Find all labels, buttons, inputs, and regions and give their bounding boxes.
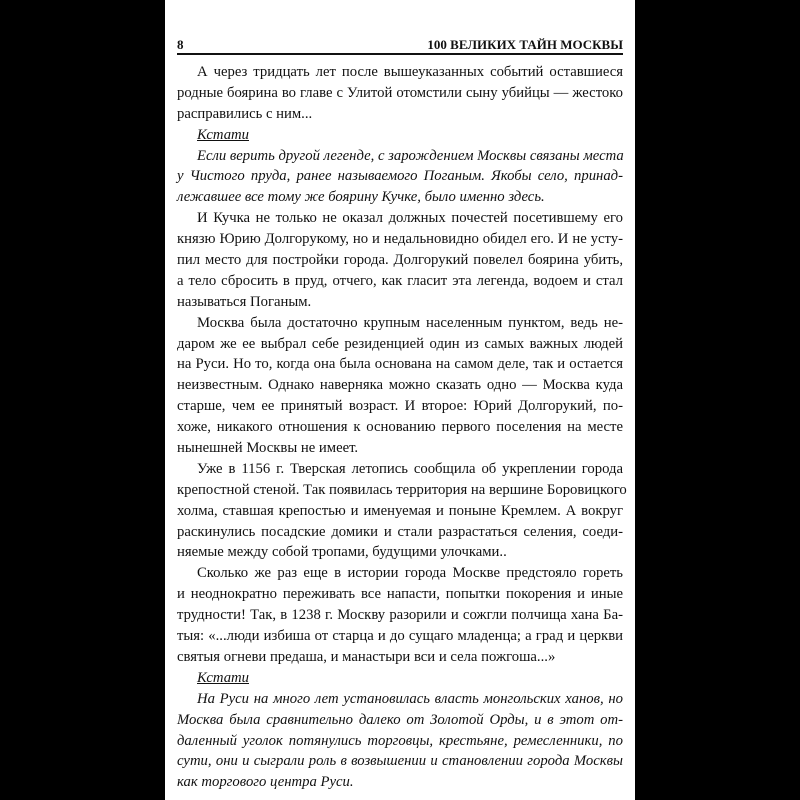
text-line: раскинулись посадские домики и стали разрастаться селения, соеди- [177, 523, 623, 540]
text-line: а тело сбросить в пруд, отчего, как гласит эта легенда, водоем и стал [177, 272, 623, 289]
text-line: лежавшее все тому же боярину Кучке, было именно здесь. [177, 189, 545, 206]
text-line: как торгового центра Руси. [177, 774, 354, 791]
text-line: А через тридцать лет после вышеуказанных событий оставшиеся [197, 64, 623, 80]
text-line: крепостной стеной. Так появилась территория на вершине Боровицкого [177, 481, 627, 498]
page-number: 8 [177, 37, 184, 52]
text-line: На Руси на много лет установилась власть монгольских ханов, но [197, 690, 623, 707]
text-line: трудности! Так, в 1238 г. Москву разорили и сожгли полчища хана Ба- [177, 607, 623, 624]
book-title: 100 ВЕЛИКИХ ТАЙН МОСКВЫ [427, 37, 623, 52]
text-line: тыя: «...люди избиша от старца и до сущаго младенца; а град и церкви [177, 628, 623, 645]
text-line: неизвестным. Однако наверняка можно сказать одно — Москва куда [177, 377, 623, 394]
text-line: Кстати [197, 126, 249, 143]
text-line: сути, они и сыграли роль в возвышении и становлении города Москвы [177, 753, 623, 770]
book-page [165, 0, 635, 800]
text-line: даленный уголок потянулись торговцы, крестьяне, ремесленники, по [177, 732, 623, 749]
text-line: И Кучка не только не оказал должных почестей посетившему его [197, 210, 623, 227]
body-text [177, 62, 627, 793]
text-line: даром же ее выбрал себе резиденцией один из самых важных людей [177, 335, 623, 352]
text-line: Сколько же раз еще в истории города Москве предстояло гореть [197, 565, 623, 582]
text-line: на Руси. Но то, когда она была основана на самом деле, так и остается [177, 356, 623, 373]
text-line: родные боярина во главе с Улитой отомстили сыну убийцы — жестоко [177, 84, 623, 101]
text-line: нынешней Москвы не имеет. [177, 440, 359, 457]
text-line: называться Поганым. [177, 293, 312, 310]
text-line: и неоднократно переживать все напасти, попытки покорения и иные [177, 586, 623, 603]
text-line: Кстати [197, 669, 249, 686]
text-line: пил место для постройки города. Долгорукий повелел боярина убить, [177, 252, 623, 269]
text-line: старше, чем ее принятый возраст. И второе: Юрий Долгорукий, по- [177, 398, 623, 415]
text-line: холма, ставшая крепостью и именуемая и поныне Кремлем. А вокруг [177, 502, 623, 519]
text-line: у Чистого пруда, ранее называемого Поганым. Якобы село, принад- [177, 168, 623, 185]
text-line: Уже в 1156 г. Тверская летопись сообщила об укреплении города [197, 460, 623, 477]
text-line: святыя огневи предаша, и манастыри вси и села пожгоша...» [177, 648, 556, 665]
text-line: няемые между собой тропами, будущими улочками.. [177, 544, 507, 561]
text-line: Москва была достаточно крупным населенным пунктом, ведь не- [197, 314, 623, 331]
running-header [177, 37, 623, 55]
text-line: Если верить другой легенде, с зарождением Москвы связаны места [197, 147, 624, 164]
text-line: хоже, никакого отношения к основанию первого поселения на месте [177, 419, 623, 436]
text-line: расправились с ним... [177, 105, 313, 122]
text-line: Москва была сравнительно далеко от Золотой Орды, и в этот от- [177, 711, 623, 728]
text-line: князю Юрию Долгорукому, но и недальновидно обидел его. И не усту- [177, 231, 623, 248]
